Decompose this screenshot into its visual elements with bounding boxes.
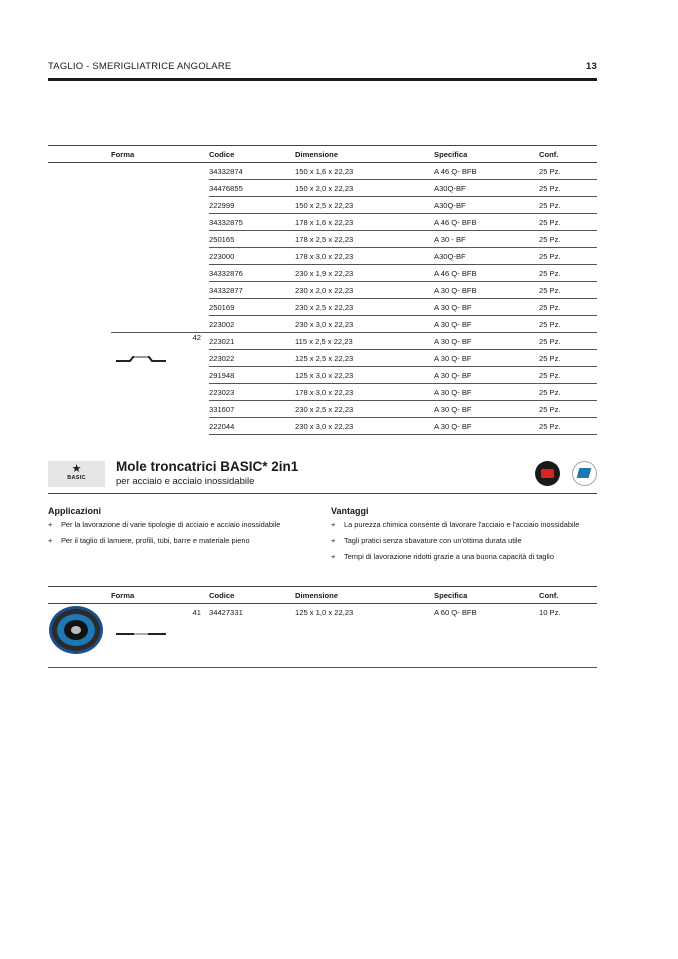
dimensione-cell: 150 x 2,5 x 22,23 (295, 197, 434, 214)
table-row (48, 316, 597, 333)
dimensione-cell: 230 x 2,0 x 22,23 (295, 282, 434, 299)
codice-cell: 223022 (209, 350, 295, 367)
dimensione-cell: 125 x 2,5 x 22,23 (295, 350, 434, 367)
col-specifica: Specifica (434, 587, 539, 604)
specifica-cell: A 30 Q- BF (434, 418, 539, 435)
table-row (48, 265, 597, 282)
codice-cell: 34332876 (209, 265, 295, 282)
disc-profile-42-icon (116, 354, 166, 364)
col-forma: Forma (111, 587, 209, 604)
vantaggi-title: Vantaggi (331, 506, 369, 516)
codice-cell: 34332875 (209, 214, 295, 231)
disc-profile-41-icon (116, 631, 166, 637)
list-item-text: Tempi di lavorazione ridotti grazie a una buona capacità di taglio (344, 552, 554, 561)
specifica-cell: A 30 Q- BF (434, 350, 539, 367)
star-icon: ★ (71, 463, 82, 475)
conf-cell: 25 Pz. (539, 401, 597, 418)
plus-icon: + (331, 520, 336, 529)
dimensione-cell: 178 x 1,6 x 22,23 (295, 214, 434, 231)
list-item (331, 536, 597, 546)
dimensione-cell: 230 x 2,5 x 22,23 (295, 401, 434, 418)
specifica-cell: A 30 Q- BF (434, 333, 539, 350)
page-header (48, 61, 597, 73)
col-conf: Conf. (539, 146, 597, 163)
vantaggi-block (331, 506, 597, 568)
conf-cell: 25 Pz. (539, 231, 597, 248)
codice-cell: 223021 (209, 333, 295, 350)
cutting-disc-image (47, 604, 105, 656)
product-table-2 (48, 586, 597, 620)
conf-cell: 25 Pz. (539, 197, 597, 214)
specifica-cell: A 30 Q- BF (434, 299, 539, 316)
conf-cell: 25 Pz. (539, 299, 597, 316)
badge-label: BASIC (67, 475, 86, 481)
dimensione-cell: 125 x 1,0 x 22,23 (295, 607, 354, 617)
codice-cell: 223002 (209, 316, 295, 333)
list-item-text: Tagli pratici senza sbavature con un'ottima durata utile (344, 536, 522, 545)
codice-cell: 250165 (209, 231, 295, 248)
col-dimensione: Dimensione (295, 587, 434, 604)
steel-material-icon (572, 461, 597, 486)
table-row (48, 180, 597, 197)
product-table-1 (48, 145, 597, 435)
applicazioni-block (48, 506, 318, 552)
codice-cell: 34427331 (209, 607, 243, 617)
table-header-row (48, 587, 597, 604)
dimensione-cell: 150 x 1,6 x 22,23 (295, 163, 434, 180)
specifica-cell: A 30 - BF (434, 231, 539, 248)
codice-cell: 250169 (209, 299, 295, 316)
inox-material-icon (535, 461, 560, 486)
table-row (48, 418, 597, 435)
conf-cell: 25 Pz. (539, 282, 597, 299)
basic-badge (48, 461, 105, 487)
plus-icon: + (331, 536, 336, 545)
specifica-cell: A 30 Q- BF (434, 367, 539, 384)
conf-cell: 25 Pz. (539, 418, 597, 435)
codice-cell: 222999 (209, 197, 295, 214)
codice-cell: 34476855 (209, 180, 295, 197)
codice-cell: 222044 (209, 418, 295, 435)
codice-cell: 223023 (209, 384, 295, 401)
bottom-rule (48, 667, 597, 668)
conf-cell: 25 Pz. (539, 384, 597, 401)
conf-cell: 10 Pz. (539, 607, 561, 617)
col-conf: Conf. (539, 587, 597, 604)
table-row (48, 282, 597, 299)
list-item-text: Per la lavorazione di varie tipologie di acciaio e acciaio inossidabile (61, 520, 281, 529)
list-item-text: La purezza chimica consente di lavorare l'acciaio e l'acciaio inossidabile (344, 520, 580, 529)
dimensione-cell: 178 x 3,0 x 22,23 (295, 248, 434, 265)
specifica-cell: A 46 Q- BFB (434, 265, 539, 282)
list-item-text: Per il taglio di lamiere, profili, tubi, barre e materiale pieno (61, 536, 250, 545)
specifica-cell: A 30 Q- BF (434, 316, 539, 333)
dimensione-cell: 230 x 1,9 x 22,23 (295, 265, 434, 282)
table-row (48, 163, 597, 180)
specifica-cell: A30Q-BF (434, 248, 539, 265)
conf-cell: 25 Pz. (539, 248, 597, 265)
table-row (48, 401, 597, 418)
col-dimensione: Dimensione (295, 146, 434, 163)
col-forma: Forma (111, 146, 209, 163)
list-item (48, 520, 318, 530)
specifica-cell: A30Q-BF (434, 180, 539, 197)
forma-cell: 41 (192, 607, 201, 617)
forma-cell: 42 (111, 333, 209, 350)
col-codice: Codice (209, 146, 295, 163)
specifica-cell: A 30 Q- BF (434, 401, 539, 418)
applicazioni-title: Applicazioni (48, 506, 102, 516)
table-row (48, 214, 597, 231)
conf-cell: 25 Pz. (539, 333, 597, 350)
vantaggi-list (331, 520, 597, 562)
specifica-cell: A 30 Q- BF (434, 384, 539, 401)
dimensione-cell: 230 x 2,5 x 22,23 (295, 299, 434, 316)
dimensione-cell: 178 x 2,5 x 22,23 (295, 231, 434, 248)
table-header-row (48, 146, 597, 163)
list-item (48, 536, 318, 546)
specifica-cell: A 46 Q- BFB (434, 214, 539, 231)
table-row (48, 604, 597, 621)
col-specifica: Specifica (434, 146, 539, 163)
conf-cell: 25 Pz. (539, 265, 597, 282)
codice-cell: 223000 (209, 248, 295, 265)
section-heading: TAGLIO - SMERIGLIATRICE ANGOLARE (48, 61, 232, 72)
dimensione-cell: 150 x 2,0 x 22,23 (295, 180, 434, 197)
table-row (48, 333, 597, 350)
plus-icon: + (331, 552, 336, 561)
conf-cell: 25 Pz. (539, 316, 597, 333)
list-item (331, 520, 597, 530)
page-number: 13 (586, 61, 597, 72)
specifica-cell: A 60 Q- BFB (434, 607, 477, 617)
product-title: Mole troncatrici BASIC* 2in1 (116, 459, 299, 474)
table-row (48, 248, 597, 265)
conf-cell: 25 Pz. (539, 180, 597, 197)
codice-cell: 34332877 (209, 282, 295, 299)
dimensione-cell: 115 x 2,5 x 22,23 (295, 333, 434, 350)
product-section-header (48, 457, 597, 494)
specifica-cell: A 46 Q- BFB (434, 163, 539, 180)
list-item (331, 552, 597, 562)
dimensione-cell: 178 x 3,0 x 22,23 (295, 384, 434, 401)
plus-icon: + (48, 536, 53, 545)
product-subtitle: per acciaio e acciaio inossidabile (116, 476, 255, 487)
conf-cell: 25 Pz. (539, 350, 597, 367)
header-rule (48, 78, 597, 81)
table-row (48, 197, 597, 214)
dimensione-cell: 125 x 3,0 x 22,23 (295, 367, 434, 384)
table-row (48, 231, 597, 248)
conf-cell: 25 Pz. (539, 367, 597, 384)
dimensione-cell: 230 x 3,0 x 22,23 (295, 316, 434, 333)
table-row (48, 299, 597, 316)
table-row (48, 384, 597, 401)
applicazioni-list (48, 520, 318, 546)
dimensione-cell: 230 x 3,0 x 22,23 (295, 418, 434, 435)
col-codice: Codice (209, 587, 295, 604)
table-row (48, 367, 597, 384)
codice-cell: 291948 (209, 367, 295, 384)
plus-icon: + (48, 520, 53, 529)
conf-cell: 25 Pz. (539, 163, 597, 180)
codice-cell: 34332874 (209, 163, 295, 180)
codice-cell: 331607 (209, 401, 295, 418)
specifica-cell: A30Q-BF (434, 197, 539, 214)
conf-cell: 25 Pz. (539, 214, 597, 231)
specifica-cell: A 30 Q- BFB (434, 282, 539, 299)
